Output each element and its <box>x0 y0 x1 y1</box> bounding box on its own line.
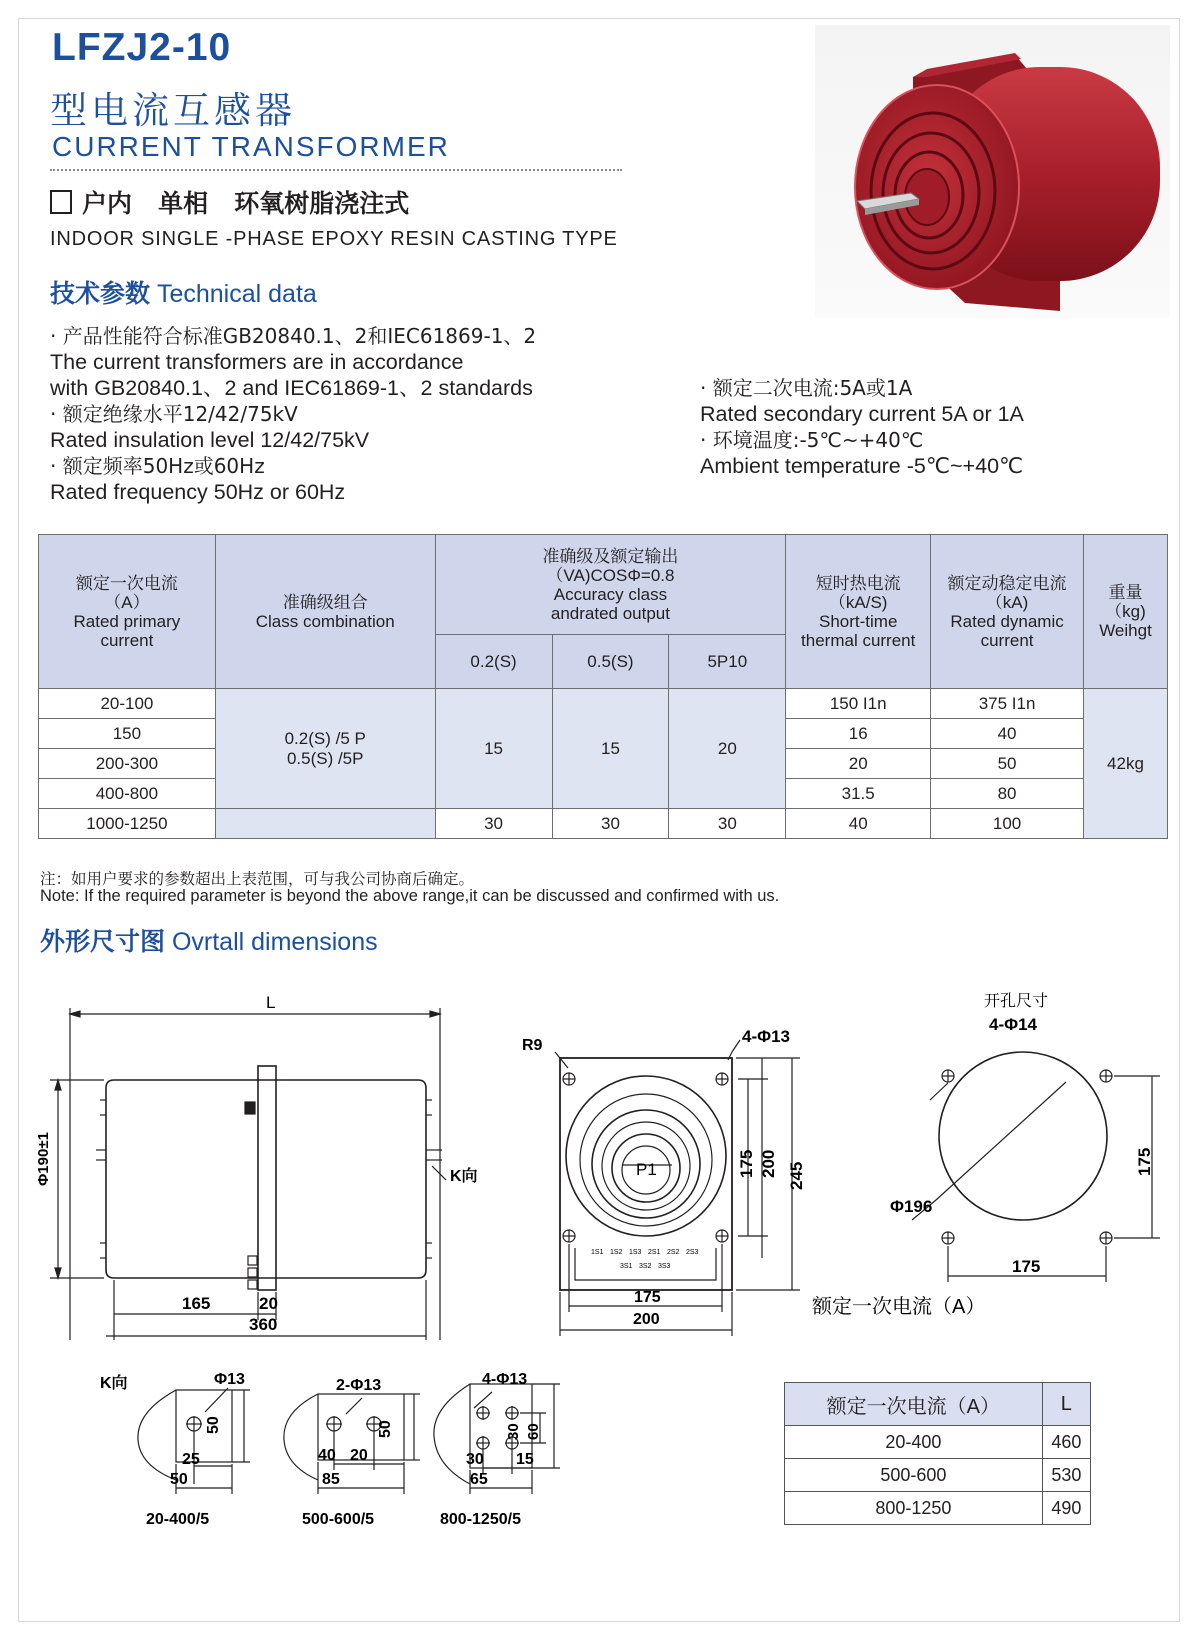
label-k-direction: K向 <box>450 1168 478 1185</box>
terminal-3s3: 3S3 <box>658 1263 671 1270</box>
label-20: 20 <box>259 1294 278 1313</box>
label-t3-30h: 30 <box>466 1451 484 1468</box>
cell-thermal: 150 I1n <box>786 689 931 719</box>
label-terminal-k: K向 <box>100 1375 128 1392</box>
label-t2-40: 40 <box>318 1447 336 1464</box>
spec-frequency-en: Rated frequency 50Hz or 60Hz <box>50 480 346 504</box>
label-t3-15: 15 <box>516 1451 534 1468</box>
cell-primary: 400-800 <box>39 779 216 809</box>
label-t2-holes: 2-Φ13 <box>336 1377 382 1394</box>
cell-output-05s: 15 <box>552 689 669 809</box>
header-weight <box>1083 535 1167 689</box>
cell-combination-empty <box>215 809 435 839</box>
spec-insulation-cn: · 额定绝缘水平12/42/75kV <box>50 402 298 426</box>
label-t1-caption: 20-400/5 <box>146 1511 210 1528</box>
spec-standard-cn: · 产品性能符合标准GB20840.1、2和IEC61869-1、2 <box>50 324 537 348</box>
terminal-3s2: 3S2 <box>639 1263 652 1270</box>
spec-left <box>50 323 536 505</box>
cell-thermal: 20 <box>786 749 931 779</box>
label-t3-60: 60 <box>525 1423 542 1440</box>
type-cn-text: 户内 单相 环氧树脂浇注式 <box>82 189 410 218</box>
hdr-text: 准确级组合 <box>282 592 368 612</box>
hdr-text: （A） <box>104 592 150 612</box>
terminal-1s3: 1S3 <box>629 1249 642 1256</box>
hdr-text: Rated dynamic <box>950 611 1064 631</box>
hdr-text: （kA) <box>985 592 1029 612</box>
spec-secondary-cn: · 额定二次电流:5A或1A <box>700 376 913 400</box>
hdr-text: Short-time <box>818 611 898 631</box>
technical-heading-en: Technical data <box>156 280 317 308</box>
header-accuracy-output <box>435 535 786 635</box>
hdr-text: 额定一次电流 <box>75 573 178 593</box>
label-t1-holes: Φ13 <box>214 1371 245 1388</box>
combo-line: 0.2(S) /5 P <box>284 728 366 748</box>
spec-frequency-cn: · 额定频率50Hz或60Hz <box>50 454 265 478</box>
table-row <box>785 1426 1091 1459</box>
terminal-1s2: 1S2 <box>610 1249 623 1256</box>
length-range: 800-1250 <box>785 1492 1043 1525</box>
label-360: 360 <box>249 1315 278 1334</box>
label-cutout-175-vertical: 175 <box>1135 1147 1154 1176</box>
cell-dynamic: 80 <box>931 779 1084 809</box>
hdr-text: andrated output <box>550 603 670 623</box>
label-175-horizontal: 175 <box>634 1289 661 1306</box>
terminal-2s2: 2S2 <box>667 1249 680 1256</box>
cell-primary: 150 <box>39 719 216 749</box>
spec-standard-en1: The current transformers are in accordance <box>50 350 464 374</box>
label-cutout-diameter: Φ196 <box>890 1197 933 1216</box>
terminal-1s1: 1S1 <box>591 1249 604 1256</box>
length-value: 490 <box>1042 1492 1090 1525</box>
header-dynamic-current <box>931 535 1084 689</box>
cell-dynamic: 50 <box>931 749 1084 779</box>
note-cn: 注：如用户要求的参数超出上表范围，可与我公司协商后确定。 <box>40 870 475 888</box>
length-value: 530 <box>1042 1459 1090 1492</box>
spec-secondary-en: Rated secondary current 5A or 1A <box>700 402 1024 426</box>
label-front-holes: 4-Φ13 <box>742 1027 790 1046</box>
terminal-drawings <box>138 1384 560 1494</box>
terminal-3s1: 3S1 <box>620 1263 633 1270</box>
header-class-combination <box>215 535 435 689</box>
type-en: INDOOR SINGLE -PHASE EPOXY RESIN CASTING TYPE <box>50 228 618 250</box>
label-cutout-holes: 4-Φ14 <box>989 1015 1037 1034</box>
hdr-text: （kg) <box>1105 602 1146 621</box>
hdr-text: current <box>100 630 154 650</box>
cell-output-5p10: 30 <box>669 809 786 839</box>
label-t3-30v: 30 <box>505 1423 522 1440</box>
dimensions-heading-cn: 外形尺寸图 <box>40 927 166 956</box>
length-value: 460 <box>1042 1426 1090 1459</box>
cell-output-02s: 30 <box>435 809 552 839</box>
terminal-2s3: 2S3 <box>686 1249 699 1256</box>
label-cutout-title: 开孔尺寸 <box>984 993 1049 1010</box>
length-range: 500-600 <box>785 1459 1043 1492</box>
header-thermal-current <box>786 535 931 689</box>
label-t3-caption: 800-1250/5 <box>440 1511 521 1528</box>
label-t1-50v: 50 <box>205 1416 222 1434</box>
hdr-text: 短时热电流 <box>815 573 901 593</box>
dimensions-heading <box>40 922 378 958</box>
cell-primary: 200-300 <box>39 749 216 779</box>
cell-output-5p10: 20 <box>669 689 786 809</box>
spec-insulation-en: Rated insulation level 12/42/75kV <box>50 428 370 452</box>
hdr-text: Accuracy class <box>553 584 668 604</box>
length-range: 20-400 <box>785 1426 1043 1459</box>
hdr-text: Rated primary <box>73 611 181 631</box>
label-200-horizontal: 200 <box>633 1311 660 1328</box>
cell-dynamic: 375 I1n <box>931 689 1084 719</box>
label-t2-50v: 50 <box>377 1420 394 1438</box>
front-view-drawing <box>555 1040 800 1336</box>
hdr-text: thermal current <box>801 630 916 650</box>
hdr-text: （kA/S) <box>828 592 888 612</box>
spec-temperature-en: Ambient temperature -5℃~+40℃ <box>700 454 1024 478</box>
label-cutout-175-horizontal: 175 <box>1012 1257 1041 1276</box>
model-number: LFZJ2-10 <box>52 26 232 69</box>
cell-dynamic: 40 <box>931 719 1084 749</box>
header-class-05s: 0.5(S) <box>552 635 669 689</box>
product-photo <box>815 25 1170 318</box>
label-175-vertical: 175 <box>737 1149 756 1178</box>
label-t3-holes: 4-Φ13 <box>482 1371 528 1388</box>
label-t1-25: 25 <box>182 1451 200 1468</box>
cutout-drawing <box>912 1052 1160 1282</box>
header-class-02s: 0.2(S) <box>435 635 552 689</box>
label-p1: P1 <box>636 1160 657 1179</box>
dimensions-heading-en: Ovrtall dimensions <box>171 928 378 956</box>
cell-primary: 20-100 <box>39 689 216 719</box>
cell-thermal: 40 <box>786 809 931 839</box>
cell-weight: 42kg <box>1083 689 1167 839</box>
spec-temperature-cn: · 环境温度:-5℃~+40℃ <box>700 428 924 452</box>
hdr-text: （VA)COSΦ=0.8 <box>546 565 675 585</box>
hdr-text: Class combination <box>255 611 395 631</box>
title-cn: 型电流互感器 <box>50 89 296 132</box>
label-t1-50h: 50 <box>170 1471 188 1488</box>
product-photo-icon <box>815 25 1170 318</box>
cell-thermal: 31.5 <box>786 779 931 809</box>
cell-dynamic: 100 <box>931 809 1084 839</box>
length-table-header-range: 额定一次电流（A） <box>785 1383 1043 1426</box>
label-diameter: Φ190±1 <box>35 1132 52 1186</box>
terminal-2s1: 2S1 <box>648 1249 661 1256</box>
cell-thermal: 16 <box>786 719 931 749</box>
length-table <box>784 1382 1091 1525</box>
label-t2-85: 85 <box>322 1471 340 1488</box>
header-primary-current <box>39 535 216 689</box>
hdr-text: 准确级及额定输出 <box>542 546 679 566</box>
label-r9: R9 <box>522 1037 543 1054</box>
title-divider <box>50 169 622 171</box>
type-cn <box>50 184 409 220</box>
cell-output-05s: 30 <box>552 809 669 839</box>
hdr-text: current <box>980 630 1034 650</box>
length-table-header-l: L <box>1042 1383 1090 1426</box>
label-245: 245 <box>787 1161 806 1190</box>
table-row <box>39 809 1168 839</box>
side-view-drawing <box>50 1008 446 1340</box>
table-row <box>39 689 1168 719</box>
hdr-text: 重量 <box>1108 583 1143 602</box>
hdr-text: 额定动稳定电流 <box>947 573 1067 593</box>
spec-standard-en2: with GB20840.1、2 and IEC61869-1、2 standards <box>50 376 533 400</box>
header-class-5p10: 5P10 <box>669 635 786 689</box>
hdr-text: Weihgt <box>1099 621 1152 640</box>
combo-line: 0.5(S) /5P <box>286 748 364 768</box>
cell-primary: 1000-1250 <box>39 809 216 839</box>
cell-output-02s: 15 <box>435 689 552 809</box>
checkbox-icon <box>50 190 72 214</box>
cell-combination <box>215 689 435 809</box>
technical-heading-cn: 技术参数 <box>50 279 151 308</box>
note-en: Note: If the required parameter is beyond the above range,it can be discussed and confirmed with us. <box>40 887 780 905</box>
label-t3-65: 65 <box>470 1471 488 1488</box>
label-t2-20: 20 <box>350 1447 368 1464</box>
table-row <box>785 1492 1091 1525</box>
title-en: CURRENT TRANSFORMER <box>52 131 450 162</box>
technical-table <box>38 534 1168 839</box>
table-row <box>785 1459 1091 1492</box>
label-165: 165 <box>182 1294 211 1313</box>
label-cutout-caption: 额定一次电流（A） <box>812 1296 986 1318</box>
technical-heading <box>50 274 317 310</box>
label-t2-caption: 500-600/5 <box>302 1511 375 1528</box>
label-200-vertical: 200 <box>759 1149 778 1178</box>
spec-right <box>700 375 1024 479</box>
label-L: L <box>266 993 276 1012</box>
